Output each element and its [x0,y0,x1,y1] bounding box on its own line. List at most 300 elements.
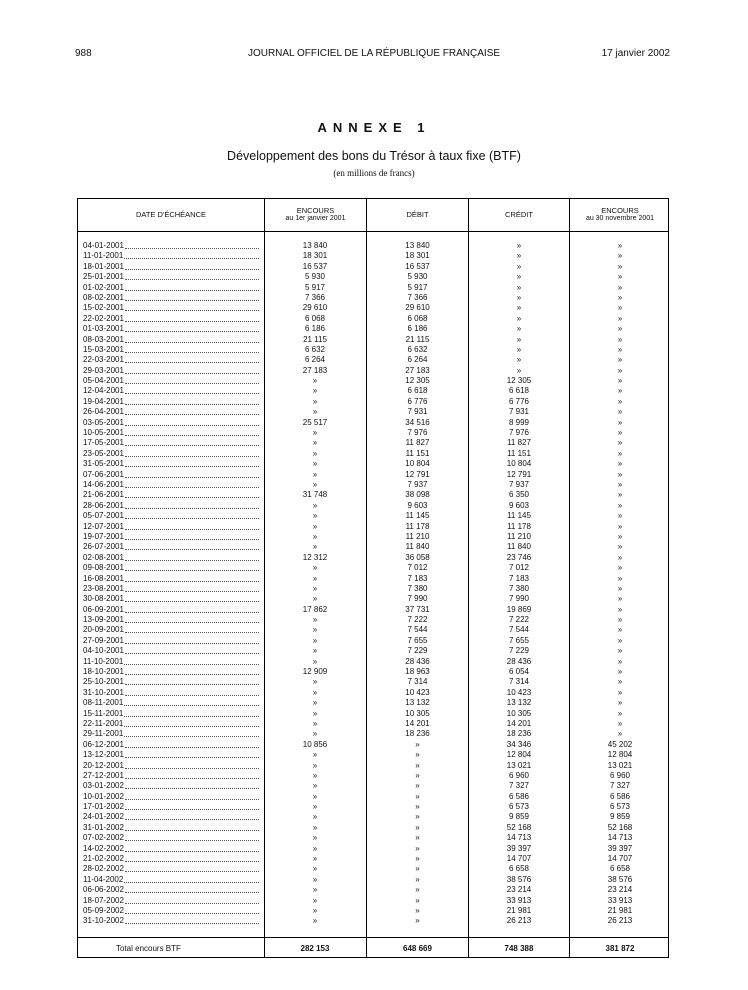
cell-encours-end: » [617,687,623,697]
cell-encours-start: 29 610 [302,303,328,313]
cell-encours-start: 6 632 [304,344,326,354]
cell-debit: » [415,812,420,822]
cell-encours-end: » [617,251,623,261]
cell-encours-start: 5 930 [304,272,326,282]
cell-debit: 18 301 [405,251,430,261]
cell-debit: » [415,770,420,780]
cell-credit: 28 436 [506,656,532,666]
cell-debit: 6 632 [407,344,428,354]
table-row [78,916,668,926]
dot-leader [125,916,259,924]
cell-date [83,740,259,750]
journal-title: JOURNAL OFFICIEL DE LA RÉPUBLIQUE FRANÇAISE [247,48,501,59]
cell-debit: 5 930 [407,272,428,282]
table-row [78,594,668,604]
cell-encours-end: 7 327 [609,781,631,791]
cell-encours-end: » [617,604,623,614]
page-number: 988 [75,48,92,59]
cell-encours-end: 52 168 [607,822,633,832]
date-text: 31-10-2001 [83,687,124,697]
cell-encours-start: 21 115 [303,334,327,344]
cell-date [83,366,259,376]
dot-leader [125,802,259,810]
date-text: 21-06-2001 [83,490,124,500]
table-row [78,283,668,293]
header-encours-end-line1: ENCOURS [601,206,639,215]
cell-encours-end: » [617,718,623,728]
cell-encours-start: » [312,822,318,832]
cell-encours-start: » [312,729,318,739]
dot-leader [125,501,259,509]
cell-credit: 7 183 [508,573,530,583]
cell-debit: 7 380 [407,583,428,593]
date-text: 23-05-2001 [83,448,124,458]
header-encours-start-line1: ENCOURS [296,206,335,215]
dot-leader [125,636,259,644]
cell-date [83,376,259,386]
dot-leader [125,386,259,394]
cell-encours-end: » [617,334,623,344]
date-text: 10-01-2002 [83,791,124,801]
cell-credit: 10 423 [506,687,532,697]
dot-leader [125,781,259,789]
cell-date [83,532,259,542]
date-text: 08-11-2001 [83,698,124,708]
cell-debit: 7 655 [407,635,428,645]
cell-debit: 18 963 [405,667,430,677]
cell-encours-end: » [617,531,623,541]
cell-encours-start: 27 183 [302,365,328,375]
dot-leader [125,376,259,384]
cell-credit: » [516,272,522,282]
date-text: 20-12-2001 [83,760,124,770]
cell-encours-end: » [617,396,623,406]
dot-leader [125,854,259,862]
dot-leader [125,625,259,633]
cell-encours-start: » [312,916,318,926]
cell-credit: 10 305 [506,708,532,718]
table-row [78,875,668,885]
cell-encours-start: » [312,625,318,635]
dot-leader [125,241,259,249]
cell-debit: » [415,864,420,874]
table-row [78,293,668,303]
table-row [78,376,668,386]
cell-date [83,584,259,594]
cell-date [83,324,259,334]
cell-debit: 10 804 [405,459,430,469]
cell-credit: » [516,303,522,313]
table-row [78,303,668,313]
table-row [78,771,668,781]
cell-encours-end: » [617,355,623,365]
cell-encours-start: 12 909 [302,667,328,677]
cell-credit: 6 776 [508,396,530,406]
total-encours-end: 381 872 [605,944,635,953]
table-row [78,241,668,251]
cell-date [83,490,259,500]
dot-leader [125,490,259,498]
table-row [78,688,668,698]
dot-leader [125,584,259,592]
cell-debit: » [415,822,420,832]
cell-credit: 10 804 [506,459,532,469]
date-text: 31-01-2002 [83,822,124,832]
table-row [78,386,668,396]
table-row [78,470,668,480]
cell-encours-end: » [617,428,623,438]
table-row [78,885,668,895]
dot-leader [125,792,259,800]
header-debit [367,199,468,231]
cell-date [83,781,259,791]
table-body [78,241,668,927]
table-row [78,812,668,822]
cell-date [83,449,259,459]
cell-encours-end: » [617,292,623,302]
date-text: 22-02-2001 [83,313,124,323]
cell-credit: 6 960 [508,770,530,780]
cell-encours-start: » [312,459,318,469]
dot-leader [124,657,259,665]
cell-credit: » [516,261,522,271]
cell-encours-start: » [312,428,318,438]
dot-leader [125,314,259,322]
cell-date [83,761,259,771]
cell-date [83,615,259,625]
header-credit-label: CRÉDIT [505,210,533,219]
cell-debit: 13 840 [405,241,430,250]
cell-date [83,792,259,802]
date-text: 11-01-2001 [83,251,124,261]
table-row [78,833,668,843]
cell-debit: 18 236 [405,729,430,739]
dot-leader [125,470,259,478]
cell-encours-start: » [312,770,318,780]
table-row [78,542,668,552]
cell-debit: 6 186 [407,324,428,334]
cell-encours-start: » [312,833,318,843]
cell-encours-start: » [312,615,318,625]
table-row [78,750,668,760]
cell-debit: 10 423 [405,687,430,697]
cell-date [83,719,259,729]
cell-debit: 7 366 [407,292,428,302]
cell-encours-start: » [312,812,318,822]
dot-leader [125,563,259,571]
cell-date [83,594,259,604]
dot-leader [125,553,259,561]
dot-leader [125,864,259,872]
cell-date [83,470,259,480]
cell-encours-start: » [312,448,318,458]
cell-credit: 11 178 [507,521,531,531]
cell-credit: 7 327 [508,781,530,791]
cell-debit: » [415,802,420,812]
cell-credit: 11 151 [507,448,531,458]
date-text: 10-05-2001 [83,428,124,438]
header-credit [469,199,569,231]
dot-leader [125,283,259,291]
table-row [78,418,668,428]
table-row [78,896,668,906]
date-text: 25-01-2001 [83,272,124,282]
date-text: 22-03-2001 [83,355,124,365]
cell-date [83,241,259,251]
cell-encours-end: » [617,667,623,677]
cell-credit: 7 655 [508,635,530,645]
cell-date [83,283,259,293]
cell-encours-start: 13 840 [302,241,328,250]
cell-debit: 36 058 [405,552,430,562]
cell-credit: 34 346 [506,739,532,749]
annexe-heading: ANNEXE 1 [317,120,431,135]
cell-debit: 6 068 [407,313,428,323]
table-row [78,251,668,261]
cell-encours-start: 6 264 [304,355,326,365]
cell-encours-start: » [312,677,318,687]
cell-credit: 7 229 [508,646,530,656]
cell-debit: 11 178 [405,521,430,531]
cell-date [83,875,259,885]
cell-encours-end: 6 960 [609,770,631,780]
cell-encours-start: » [312,479,318,489]
date-text: 18-01-2001 [83,261,124,271]
header-encours-end [570,199,670,231]
cell-date [83,729,259,739]
cell-credit: 7 380 [508,583,530,593]
cell-encours-end: » [617,615,623,625]
date-text: 04-01-2001 [83,241,124,250]
cell-debit: » [415,791,420,801]
date-text: 04-10-2001 [83,646,124,656]
cell-debit: 6 264 [407,355,428,365]
cell-date [83,314,259,324]
cell-encours-end: 33 913 [607,895,633,905]
cell-date [83,657,259,667]
cell-date [83,906,259,916]
document-title: Développement des bons du Trésor à taux fixe (BTF) [227,149,521,163]
cell-debit: » [415,854,420,864]
cell-encours-start: » [312,718,318,728]
dot-leader [124,709,259,717]
table-row [78,501,668,511]
table-row [78,324,668,334]
dot-leader [125,262,259,270]
date-text: 22-11-2001 [83,718,124,728]
date-text: 24-01-2002 [83,812,124,822]
cell-credit: 6 350 [508,490,530,500]
date-text: 05-09-2002 [83,906,124,915]
cell-date [83,802,259,812]
cell-debit: 27 183 [405,365,430,375]
cell-encours-end: » [617,635,623,645]
cell-encours-end: » [617,511,623,521]
cell-credit: 13 021 [506,760,532,770]
cell-encours-start: » [312,656,318,666]
cell-encours-end: 9 859 [609,812,631,822]
cell-encours-start: » [312,895,318,905]
table-row [78,667,668,677]
dot-leader [125,812,259,820]
table-row [78,584,668,594]
cell-date [83,262,259,272]
cell-credit: 6 573 [508,802,530,812]
cell-date [83,428,259,438]
cell-encours-start: » [312,781,318,791]
dot-leader [125,449,259,457]
cell-debit: 11 151 [405,448,430,458]
cell-date [83,511,259,521]
cell-date [83,636,259,646]
cell-debit: 11 210 [405,531,430,541]
cell-date [83,355,259,365]
cell-date [83,345,259,355]
dot-leader [125,335,259,343]
dot-leader [125,345,259,353]
cell-encours-start: » [312,885,318,895]
cell-credit: 11 827 [507,438,531,448]
date-text: 18-10-2001 [83,667,124,677]
dot-leader [125,303,259,311]
table-row [78,844,668,854]
cell-encours-end: » [617,656,623,666]
cell-credit: » [516,324,522,334]
cell-credit: 52 168 [506,822,532,832]
cell-debit: 21 115 [405,334,430,344]
date-text: 20-09-2001 [83,625,124,635]
cell-debit: » [415,874,420,884]
cell-encours-end: » [617,708,623,718]
date-text: 15-02-2001 [83,303,124,313]
cell-credit: 14 707 [506,854,532,864]
cell-encours-start: » [312,521,318,531]
dot-leader [125,366,259,374]
header-date-label: DATE D'ÉCHÉANCE [135,210,207,219]
table-row [78,729,668,739]
cell-encours-start: » [312,531,318,541]
cell-debit: 7 222 [407,615,428,625]
cell-encours-end: » [617,542,623,552]
table-row [78,366,668,376]
cell-encours-end: » [617,563,623,573]
dot-leader [125,272,259,280]
cell-encours-start: » [312,906,318,915]
cell-encours-start: » [312,511,318,521]
cell-date [83,688,259,698]
cell-debit: » [415,906,420,915]
cell-debit: 7 229 [407,646,428,656]
cell-encours-start: » [312,864,318,874]
cell-debit: 7 990 [407,594,428,604]
cell-credit: 7 976 [508,428,530,438]
cell-credit: » [516,334,522,344]
dot-leader [125,823,259,831]
table-row [78,636,668,646]
cell-debit: 7 544 [407,625,428,635]
cell-date [83,812,259,822]
date-text: 31-05-2001 [83,459,124,469]
date-text: 25-10-2001 [83,677,124,687]
cell-encours-start: » [312,563,318,573]
cell-encours-end: 26 213 [607,916,633,926]
date-text: 27-09-2001 [83,635,124,645]
cell-debit: 7 183 [407,573,428,583]
cell-date [83,844,259,854]
cell-credit: 11 145 [507,511,531,521]
header-encours-end-line2: au 30 novembre 2001 [585,215,655,222]
date-text: 01-02-2001 [83,282,124,292]
dot-leader [125,771,259,779]
cell-credit: 23 746 [506,552,532,562]
cell-date [83,293,259,303]
cell-encours-start: 6 186 [304,324,326,334]
cell-credit: 6 586 [508,791,530,801]
cell-encours-end: 38 576 [607,874,633,884]
cell-credit: 14 713 [506,833,532,843]
cell-credit: 7 544 [508,625,530,635]
table-row [78,740,668,750]
table-row [78,335,668,345]
table-row [78,522,668,532]
dot-leader [125,896,259,904]
table-row [78,574,668,584]
cell-encours-start: 10 856 [302,739,328,749]
dot-leader [125,397,259,405]
cell-encours-end: » [617,448,623,458]
table-row [78,314,668,324]
cell-debit: 29 610 [405,303,430,313]
table-row [78,490,668,500]
cell-encours-start: » [312,542,318,552]
cell-encours-start: 5 917 [304,282,326,292]
cell-encours-end: » [617,376,623,386]
total-label: Total encours BTF [116,944,181,953]
cell-credit: » [516,282,522,292]
date-text: 06-12-2001 [83,739,124,749]
dot-leader [125,438,259,446]
table-row [78,792,668,802]
cell-credit: 21 981 [506,906,532,915]
dot-leader [125,750,259,758]
cell-date [83,896,259,906]
cell-debit: 16 537 [405,261,430,271]
dot-leader [125,522,259,530]
dot-leader [125,605,259,613]
table-row [78,345,668,355]
cell-credit: 39 397 [506,843,532,853]
cell-encours-end: 13 021 [607,760,633,770]
dot-leader [124,729,259,737]
date-text: 27-12-2001 [83,770,124,780]
cell-credit: » [516,355,522,365]
dot-leader [125,532,259,540]
dot-leader [125,615,259,623]
cell-encours-start: » [312,760,318,770]
cell-encours-start: » [312,874,318,884]
dot-leader [125,324,259,332]
cell-debit: » [415,760,420,770]
cell-encours-end: » [617,261,623,271]
dot-leader [125,906,259,914]
cell-date [83,833,259,843]
cell-encours-end: 14 713 [607,833,633,843]
cell-date [83,646,259,656]
cell-encours-end: » [617,479,623,489]
cell-encours-start: » [312,594,318,604]
date-text: 15-11-2001 [83,708,124,718]
cell-credit: 11 840 [507,542,531,552]
